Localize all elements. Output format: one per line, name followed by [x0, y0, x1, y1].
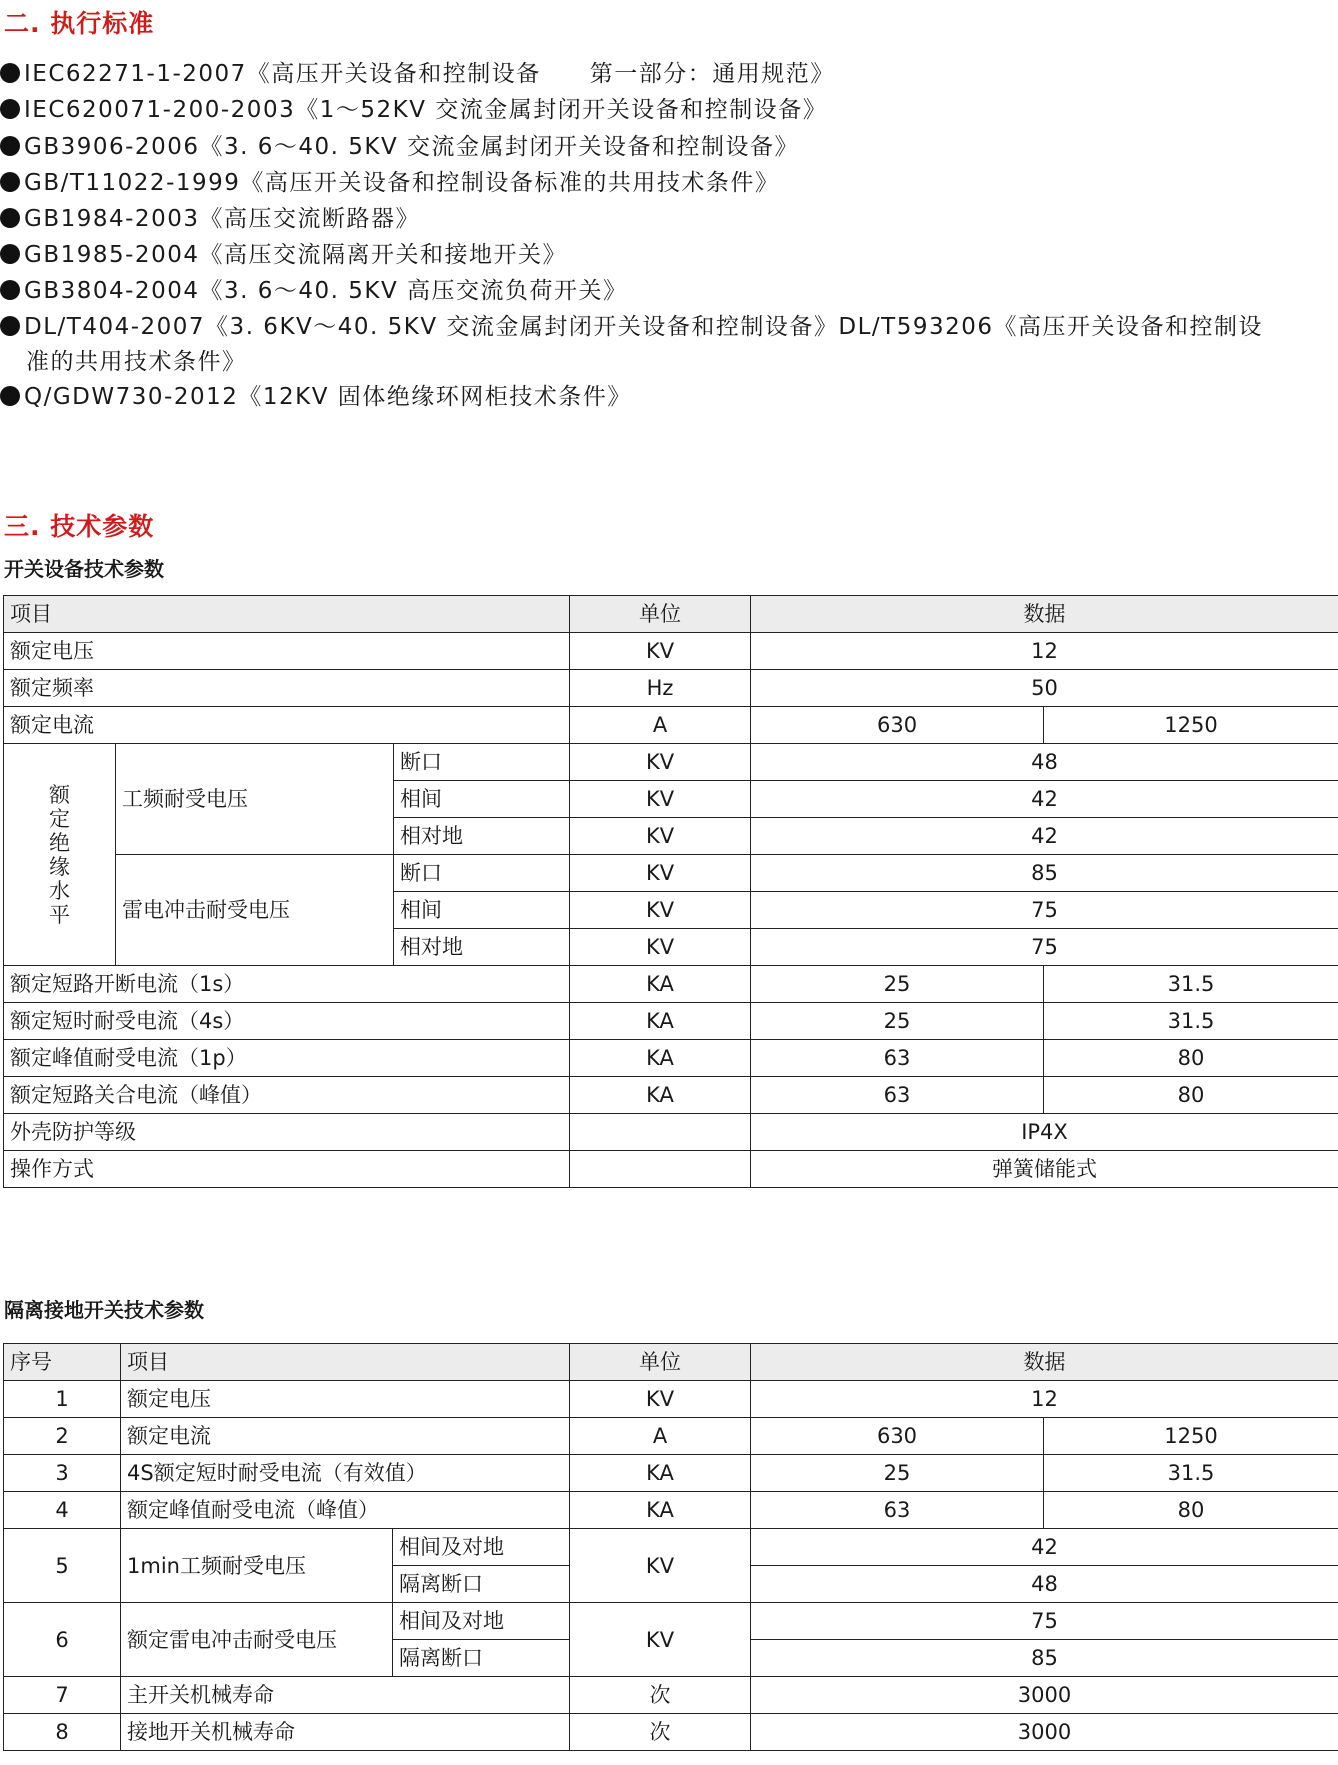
header-data: 数据 — [751, 1344, 1338, 1381]
cell-unit: KV — [570, 781, 751, 818]
cell-value: 42 — [751, 1529, 1338, 1566]
cell-item: 额定雷电冲击耐受电压 — [121, 1603, 393, 1677]
header-unit: 单位 — [570, 1344, 751, 1381]
cell-item: 1min工频耐受电压 — [121, 1529, 393, 1603]
cell-item: 额定电压 — [121, 1381, 570, 1418]
cell-unit: KV — [570, 1603, 751, 1677]
cell-unit: KV — [570, 1381, 751, 1418]
cell-sub-item: 相对地 — [394, 929, 570, 966]
cell-unit: KV — [570, 818, 751, 855]
cell-value: 12 — [751, 633, 1338, 670]
cell-value: 25 — [751, 1003, 1044, 1040]
header-no: 序号 — [4, 1344, 121, 1381]
cell-unit: KV — [570, 1529, 751, 1603]
cell-unit: KA — [570, 1455, 751, 1492]
table-row — [4, 1381, 1338, 1418]
cell-item: 额定峰值耐受电流（峰值） — [121, 1492, 570, 1529]
cell-no: 1 — [4, 1381, 121, 1418]
cell-item: 额定短路开断电流（1s） — [4, 966, 570, 1003]
cell-value: 42 — [751, 818, 1338, 855]
cell-value: 31.5 — [1044, 966, 1338, 1003]
bullet-dot-icon — [0, 386, 20, 406]
cell-value: 75 — [751, 929, 1338, 966]
cell-item: 主开关机械寿命 — [121, 1677, 570, 1714]
standard-item: IEC620071-200-2003《1～52KV 交流金属封闭开关设备和控制设备》 — [0, 91, 827, 124]
cell-value: 63 — [751, 1492, 1044, 1529]
standard-item-continued: 准的共用技术条件》 — [26, 349, 247, 375]
cell-item: 额定峰值耐受电流（1p） — [4, 1040, 570, 1077]
section-title-parameters: 三. 技术参数 — [4, 512, 155, 541]
cell-no: 6 — [4, 1603, 121, 1677]
cell-value: 80 — [1044, 1492, 1338, 1529]
cell-value: 75 — [751, 1603, 1338, 1640]
disconnector-parameter-table — [3, 1343, 1338, 1751]
bullet-dot-icon — [0, 172, 20, 192]
table-row — [4, 1529, 1338, 1566]
cell-unit: KA — [570, 1040, 751, 1077]
cell-unit: KV — [570, 855, 751, 892]
bullet-dot-icon — [0, 136, 20, 156]
cell-unit — [570, 1114, 751, 1151]
table-row — [4, 1151, 1338, 1188]
cell-value: 31.5 — [1044, 1455, 1338, 1492]
standard-item: Q/GDW730-2012《12KV 固体绝缘环网柜技术条件》 — [0, 378, 632, 411]
cell-item: 额定电流 — [121, 1418, 570, 1455]
table-row — [4, 1677, 1338, 1714]
cell-item: 4S额定短时耐受电流（有效值） — [121, 1455, 570, 1492]
cell-unit: KV — [570, 633, 751, 670]
standard-item: GB1985-2004《高压交流隔离开关和接地开关》 — [0, 236, 567, 269]
table-row — [4, 1040, 1338, 1077]
cell-sub-item: 断口 — [394, 855, 570, 892]
header-item: 项目 — [4, 596, 570, 633]
cell-item: 额定短时耐受电流（4s） — [4, 1003, 570, 1040]
standard-item: GB/T11022-1999《高压开关设备和控制设备标准的共用技术条件》 — [0, 164, 779, 197]
cell-sub-item: 隔离断口 — [393, 1640, 570, 1677]
cell-power-freq-label: 工频耐受电压 — [116, 744, 394, 855]
table-caption-disconnector: 隔离接地开关技术参数 — [4, 1298, 204, 1322]
cell-no: 3 — [4, 1455, 121, 1492]
cell-value: 48 — [751, 1566, 1338, 1603]
table-row — [4, 1114, 1338, 1151]
header-item: 项目 — [121, 1344, 570, 1381]
cell-unit: KV — [570, 744, 751, 781]
bullet-dot-icon — [0, 280, 20, 300]
bullet-dot-icon — [0, 316, 20, 336]
cell-item: 额定频率 — [4, 670, 570, 707]
cell-value: 75 — [751, 892, 1338, 929]
table-row — [4, 1714, 1338, 1751]
cell-value: IP4X — [751, 1114, 1338, 1151]
cell-unit: KA — [570, 1492, 751, 1529]
table-row — [4, 633, 1338, 670]
cell-value: 80 — [1044, 1040, 1338, 1077]
table-caption-switchgear: 开关设备技术参数 — [4, 557, 164, 581]
cell-value: 弹簧储能式 — [751, 1151, 1338, 1188]
bullet-dot-icon — [0, 208, 20, 228]
standard-item: GB1984-2003《高压交流断路器》 — [0, 200, 420, 233]
table-row — [4, 1603, 1338, 1640]
table-row — [4, 1418, 1338, 1455]
cell-unit: A — [570, 1418, 751, 1455]
cell-unit: A — [570, 707, 751, 744]
cell-value: 80 — [1044, 1077, 1338, 1114]
switchgear-parameter-table — [3, 595, 1338, 1188]
cell-unit: KA — [570, 1003, 751, 1040]
standard-item: IEC62271-1-2007《高压开关设备和控制设备 第一部分：通用规范》 — [0, 55, 835, 88]
cell-item: 接地开关机械寿命 — [121, 1714, 570, 1751]
cell-value: 63 — [751, 1077, 1044, 1114]
table-row — [4, 670, 1338, 707]
table-row — [4, 1455, 1338, 1492]
cell-sub-item: 相间 — [394, 892, 570, 929]
cell-unit: Hz — [570, 670, 751, 707]
cell-unit: KA — [570, 1077, 751, 1114]
cell-value: 630 — [751, 1418, 1044, 1455]
header-data: 数据 — [751, 596, 1338, 633]
cell-unit — [570, 1151, 751, 1188]
table-row — [4, 744, 1338, 781]
cell-lightning-label: 雷电冲击耐受电压 — [116, 855, 394, 966]
table-row — [4, 1492, 1338, 1529]
cell-value: 25 — [751, 966, 1044, 1003]
cell-value: 12 — [751, 1381, 1338, 1418]
table-row — [4, 966, 1338, 1003]
section-title-standards: 二. 执行标准 — [4, 9, 155, 38]
cell-value: 42 — [751, 781, 1338, 818]
cell-item: 额定电流 — [4, 707, 570, 744]
header-unit: 单位 — [570, 596, 751, 633]
cell-value: 50 — [751, 670, 1338, 707]
cell-sub-item: 相间及对地 — [393, 1529, 570, 1566]
cell-no: 2 — [4, 1418, 121, 1455]
cell-sub-item: 隔离断口 — [393, 1566, 570, 1603]
cell-sub-item: 相间及对地 — [393, 1603, 570, 1640]
cell-sub-item: 相间 — [394, 781, 570, 818]
cell-unit: 次 — [570, 1714, 751, 1751]
cell-sub-item: 断口 — [394, 744, 570, 781]
standard-item: GB3804-2004《3. 6～40. 5KV 高压交流负荷开关》 — [0, 272, 628, 305]
cell-value: 630 — [751, 707, 1044, 744]
table-row — [4, 855, 1338, 892]
cell-value: 31.5 — [1044, 1003, 1338, 1040]
cell-no: 4 — [4, 1492, 121, 1529]
bullet-dot-icon — [0, 99, 20, 119]
cell-value: 48 — [751, 744, 1338, 781]
table-header-row — [4, 596, 1338, 633]
table-row — [4, 707, 1338, 744]
cell-value: 3000 — [751, 1714, 1338, 1751]
cell-item: 外壳防护等级 — [4, 1114, 570, 1151]
cell-value: 1250 — [1044, 707, 1338, 744]
cell-no: 5 — [4, 1529, 121, 1603]
cell-value: 85 — [751, 1640, 1338, 1677]
standard-item: DL/T404-2007《3. 6KV～40. 5KV 交流金属封闭开关设备和控制设备》DL/T593206《高压开关设备和控制设 — [0, 308, 1263, 341]
table-header-row — [4, 1344, 1338, 1381]
cell-item: 额定短路关合电流（峰值） — [4, 1077, 570, 1114]
cell-value: 25 — [751, 1455, 1044, 1492]
cell-no: 7 — [4, 1677, 121, 1714]
table-row — [4, 1077, 1338, 1114]
bullet-dot-icon — [0, 244, 20, 264]
cell-unit: KV — [570, 929, 751, 966]
cell-unit: KV — [570, 892, 751, 929]
cell-value: 1250 — [1044, 1418, 1338, 1455]
table-row — [4, 1003, 1338, 1040]
cell-item: 额定电压 — [4, 633, 570, 670]
cell-item: 操作方式 — [4, 1151, 570, 1188]
bullet-dot-icon — [0, 63, 20, 83]
cell-insulation-label: 额定绝缘水平 — [4, 744, 116, 966]
cell-value: 3000 — [751, 1677, 1338, 1714]
cell-unit: KA — [570, 966, 751, 1003]
cell-value: 85 — [751, 855, 1338, 892]
cell-no: 8 — [4, 1714, 121, 1751]
cell-unit: 次 — [570, 1677, 751, 1714]
cell-value: 63 — [751, 1040, 1044, 1077]
standard-item: GB3906-2006《3. 6～40. 5KV 交流金属封闭开关设备和控制设备》 — [0, 128, 799, 161]
cell-sub-item: 相对地 — [394, 818, 570, 855]
